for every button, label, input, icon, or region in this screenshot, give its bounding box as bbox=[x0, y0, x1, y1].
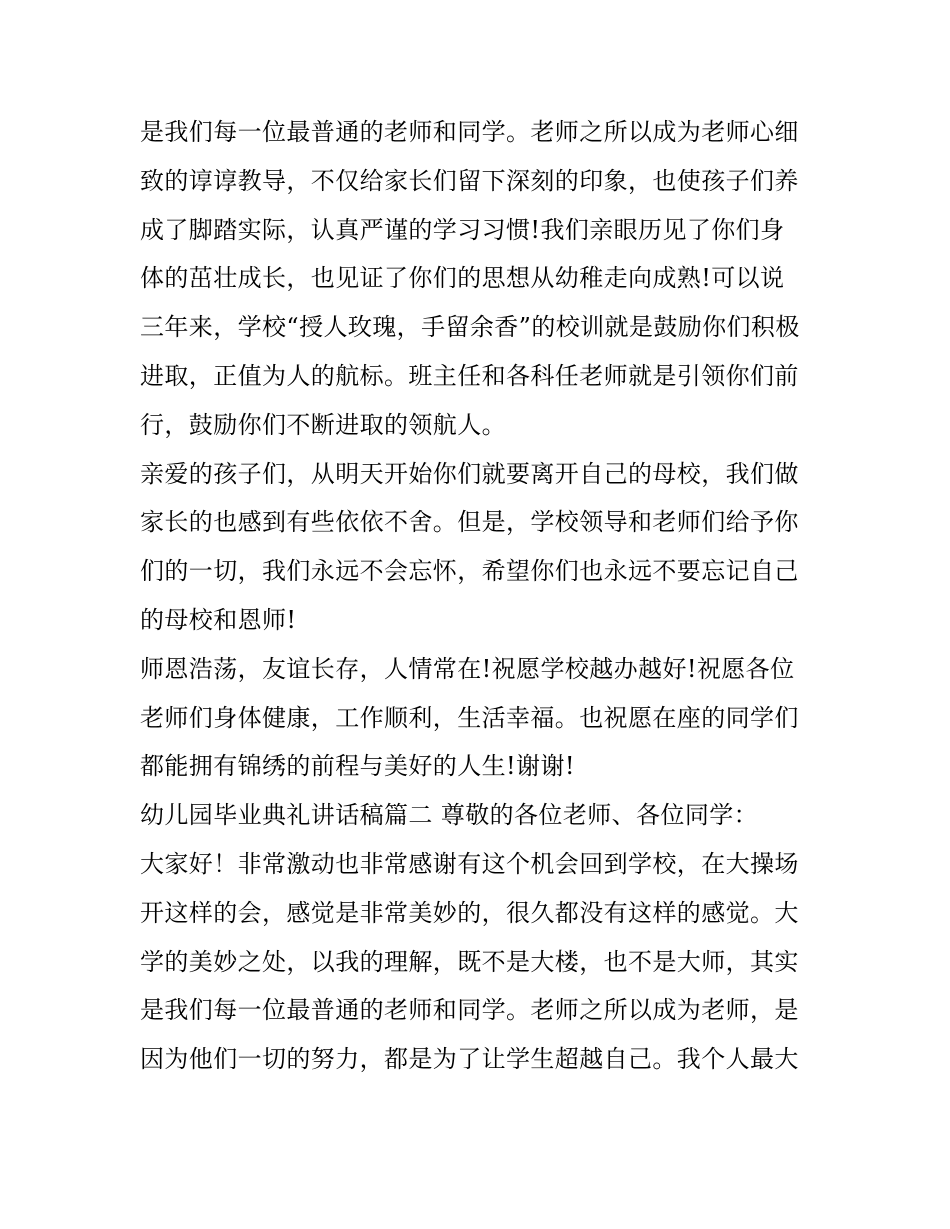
text-line: 亲爱的孩子们，从明天开始你们就要离开自己的母校，我们做 bbox=[140, 459, 799, 488]
text-line: 家长的也感到有些依依不舍。但是，学校领导和老师们给予你 bbox=[140, 508, 799, 537]
text-line: 体的茁壮成长，也见证了你们的思想从幼稚走向成熟!可以说 bbox=[140, 264, 785, 293]
body-text bbox=[140, 108, 820, 1084]
text-line: 开这样的会，感觉是非常美妙的，很久都没有这样的感觉。大 bbox=[140, 898, 799, 927]
text-line: 的母校和恩师! bbox=[140, 605, 297, 634]
text-line: 是我们每一位最普通的老师和同学。老师之所以成为老师心细 bbox=[140, 118, 799, 146]
text-line: 师恩浩荡，友谊长存，人情常在!祝愿学校越办越好!祝愿各位 bbox=[140, 654, 795, 683]
text-line: 学的美妙之处，以我的理解，既不是大楼，也不是大师，其实 bbox=[140, 947, 799, 976]
text-line: 行，鼓励你们不断进取的领航人。 bbox=[140, 410, 506, 439]
text-line: 们的一切，我们永远不会忘怀，希望你们也永远不要忘记自己 bbox=[140, 557, 799, 586]
text-line: 因为他们一切的努力，都是为了让学生超越自己。我个人最大 bbox=[140, 1045, 799, 1074]
text-line: 成了脚踏实际，认真严谨的学习习惯!我们亲眼历见了你们身 bbox=[140, 215, 785, 244]
section-heading: 幼儿园毕业典礼讲话稿篇二 尊敬的各位老师、各位同学： bbox=[140, 801, 759, 830]
text-line: 大家好！非常激动也非常感谢有这个机会回到学校，在大操场 bbox=[140, 849, 799, 878]
text-line: 致的谆谆教导，不仅给家长们留下深刻的印象，也使孩子们养 bbox=[140, 166, 799, 195]
text-line: 进取，正值为人的航标。班主任和各科任老师就是引领你们前 bbox=[140, 361, 799, 390]
text-line: 都能拥有锦绣的前程与美好的人生!谢谢! bbox=[140, 752, 575, 781]
text-line: 三年来，学校“授人玫瑰，手留余香”的校训就是鼓励你们积极 bbox=[140, 313, 800, 342]
text-line: 是我们每一位最普通的老师和同学。老师之所以成为老师，是 bbox=[140, 996, 799, 1025]
text-line: 老师们身体健康，工作顺利，生活幸福。也祝愿在座的同学们 bbox=[140, 703, 799, 732]
